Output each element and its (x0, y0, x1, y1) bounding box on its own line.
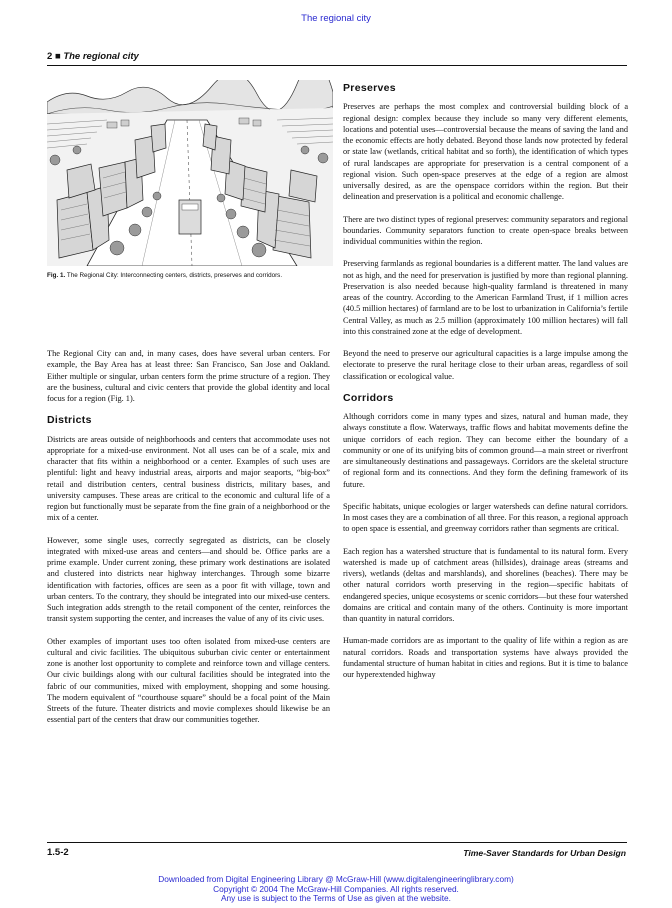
preserves-heading: Preserves (343, 82, 396, 94)
corridors-paragraph: Human-made corridors are as important to the quality of life within a region as are natural corridors. Roads and transportation systems have always provided the fundamental structure of human habitat in cities and regions. But it is time to balance our hyperextended highway (343, 636, 628, 679)
districts-paragraph: Districts are areas outside of neighborhoods and centers that accommodate uses not appropriate for a mixed-use environment. Not all uses can be of a scale, mix and character that fits within a neighborhood or a center. Examples of such uses are plentiful: light and heavy industrial areas, airports and major seaports, “big-box” retail and distribution centers, central business districts, military bases, and university campuses. These areas are critical to the economic and cultural life of a region but functionally must be separate from the fine grain of a neighborhood or the mix of a center. (47, 434, 330, 523)
footer-page-id: 1.5-2 (47, 847, 69, 858)
left-column (47, 348, 330, 737)
separator-square: ■ (54, 51, 61, 62)
right-column (343, 83, 628, 691)
preserves-paragraph: Preserves are perhaps the most complex and controversial building block of a regional design: complex because they include so many very different elements, locations and potential uses—controversial because the means of saving the land and the economic effects are hotly debated. Beyond those lands now protected by federal or state law (wetlands, critical habitat and so forth), the identification of which types of rural landscapes are appropriate for preservation is a central component of a regional vision. Such open-space preserves at the edge of a region are almost universally desired, as are the openspace corridors within the region. But their delineation and preservation is a political and economic challenge. (343, 102, 628, 202)
preserves-paragraph: Preserving farmlands as regional boundaries is a different matter. The land values are not as high, and the need for preservation is justified by more than regional planning. Preservation is also needed because high-quality farmland is threatened in many areas of the country. According to the American Farmland Trust, if 1 million acres (40.5 million hectares) of farmland are to be lost to urbanization in California’s fertile Central Valley, as much as 2.5 million (approximately 100 million hectares) will fall into this constrained zone at the edge of development. (343, 259, 628, 336)
running-head-title: The regional city (63, 51, 139, 62)
header-rule (47, 65, 627, 66)
corridors-heading: Corridors (343, 391, 394, 404)
regional-city-illustration (47, 80, 333, 266)
corridors-paragraph: Although corridors come in many types and sizes, natural and human made, they always constitute a flow. Waterways, traffic flows and habitat movements define the unique corridors of each region. They can become either the boundary of a community or one of its unifying bits of common ground—a main street or riverfront are simultaneously destinations and passageways. Corridors are the skeletal structure of regional form and its connections. And they form the defining framework of its future. (343, 412, 628, 489)
footer-book-title: Time-Saver Standards for Urban Design (463, 848, 626, 858)
page-number: 2 (47, 51, 53, 62)
running-head (47, 51, 139, 62)
corridors-paragraph: Each region has a watershed structure that is fundamental to its natural form. Every watershed is made up of catchment areas (hillsides), drainage areas (streams and rivers), wetlands (deltas and marshlands), and shorelines (beaches). There may be other natural corridors worth preserving in the region—specific habitats of endangered species, unique ecosystems or scenic corridors—but these four watershed domains are critical and contain many of the others. Continuity is more important than quantity in natural corridors. (343, 546, 628, 623)
intro-paragraph: The Regional City can and, in many cases, does have several urban centers. For example, the Bay Area has at least three: San Francisco, San Jose and Oakland. Either multiple or singular, urban centers form the prime structure of a region. They are the business, cultural and civic centers that provide the global identity and local focus for a region (Fig. 1). (47, 349, 330, 403)
preserves-paragraph: Beyond the need to preserve our agricultural capacities is a large impulse among the electorate to preserve the rural heritage close to their urban areas, regardless of soil classification or ecological value. (343, 349, 628, 381)
download-notice (0, 875, 672, 904)
download-line: Copyright © 2004 The McGraw-Hill Companies. All rights reserved. (213, 883, 459, 894)
figure-label: Fig. 1. (47, 272, 66, 279)
city-sketch (47, 80, 333, 266)
districts-heading: Districts (47, 414, 92, 427)
footer-rule (47, 842, 627, 843)
download-line[interactable]: Downloaded from Digital Engineering Library @ McGraw-Hill (www.digitalengineeringlibrary.com) (158, 874, 514, 884)
districts-paragraph: However, some single uses, correctly segregated as districts, can be closely integrated with mixed-use areas and centers—and should be. Office parks are a prime example. Under current zoning, these primary work destinations are isolated and clustered into districts near highway interchanges. Through some bizarre identification with factories, offices are seen as a poor fit with village, town and urban centers. To the contrary, they should be integrated into our mixed-use centers. Such integration adds strength to the retail component of the center, reinforces the transit system supporting the center, and increases the value of any of its civic uses. (47, 535, 330, 624)
top-link[interactable]: The regional city (301, 13, 371, 24)
download-line: Any use is subject to the Terms of Use as given at the website. (221, 893, 451, 903)
districts-paragraph: Other examples of important uses too often isolated from mixed-use centers are cultural and civic facilities. The ubiquitous suburban civic center or entertainment zone is another lost opportunity to complete and reinforce town and village centers. Our civic buildings along with our cultural facilities should be integrated into the fabric of our communities, mixed with employment, shopping and some housing. The modern equivalent of “courthouse square” should be a focal point of the Main Streets of the future. Theater districts and movie complexes should likewise be an essential part of the centers that draw our communities together. (47, 636, 330, 725)
corridors-paragraph: Specific habitats, unique ecologies or larger watersheds can define natural corridors. In most cases they are a combination of all three. For this reason, a regional approach to open space is essential, and greenway corridors rather than segments are critical. (343, 501, 628, 534)
preserves-paragraph: There are two distinct types of regional preserves: community separators and regional boundaries. Community separators function to create open-space breaks between individual communities within the region. (343, 214, 628, 246)
figure-caption-text: The Regional City: Interconnecting centers, districts, preserves and corridors. (66, 272, 283, 279)
figure-caption (47, 272, 337, 279)
